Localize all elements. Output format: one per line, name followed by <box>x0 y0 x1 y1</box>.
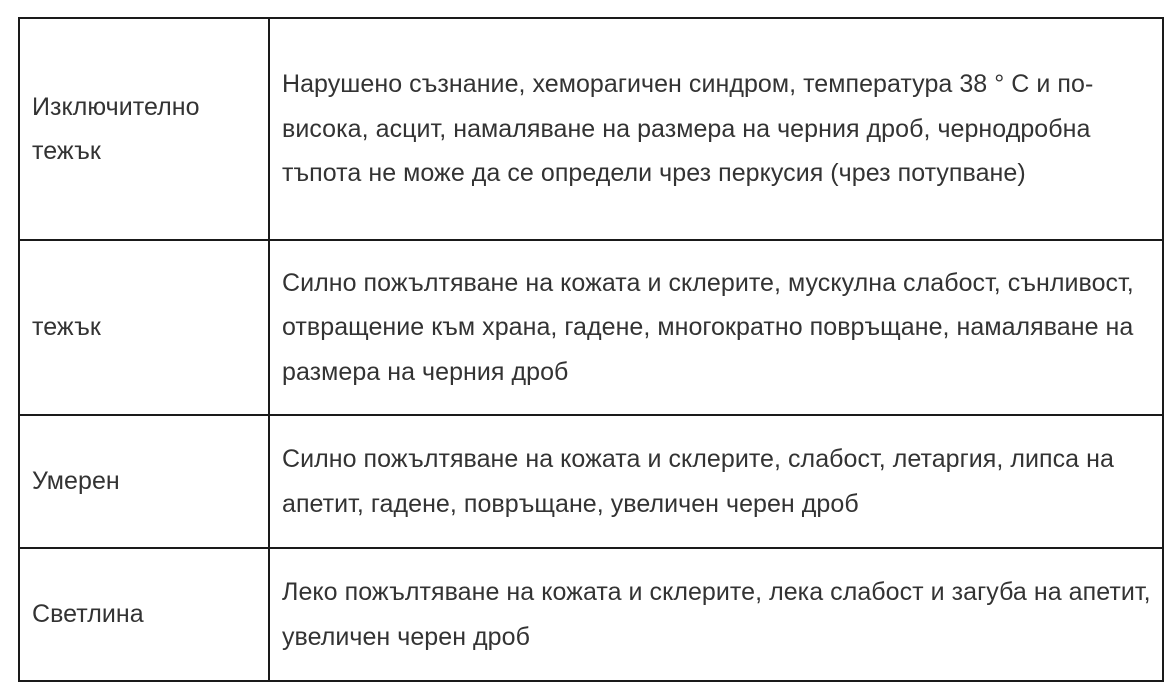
table-row <box>19 548 1163 681</box>
severity-cell: тежък <box>19 240 269 415</box>
severity-cell: Умерен <box>19 415 269 548</box>
table-row <box>19 415 1163 548</box>
symptoms-cell: Нарушено съзнание, хеморагичен синдром, температура 38 ° C и по-висока, асцит, намаляване на размера на черния дроб, чернодробна тъпота не може да се определи чрез перкусия (чрез потупване) <box>269 18 1163 240</box>
table-row <box>19 18 1163 240</box>
severity-cell: Светлина <box>19 548 269 681</box>
severity-table <box>18 17 1164 682</box>
symptoms-cell: Силно пожълтяване на кожата и склерите, слабост, летаргия, липса на апетит, гадене, повръщане, увеличен черен дроб <box>269 415 1163 548</box>
symptoms-cell: Силно пожълтяване на кожата и склерите, мускулна слабост, сънливост, отвращение към храна, гадене, многократно повръщане, намаляване на размера на черния дроб <box>269 240 1163 415</box>
severity-cell: Изключително тежък <box>19 18 269 240</box>
symptoms-cell: Леко пожълтяване на кожата и склерите, лека слабост и загуба на апетит, увеличен черен дроб <box>269 548 1163 681</box>
table-row <box>19 240 1163 415</box>
